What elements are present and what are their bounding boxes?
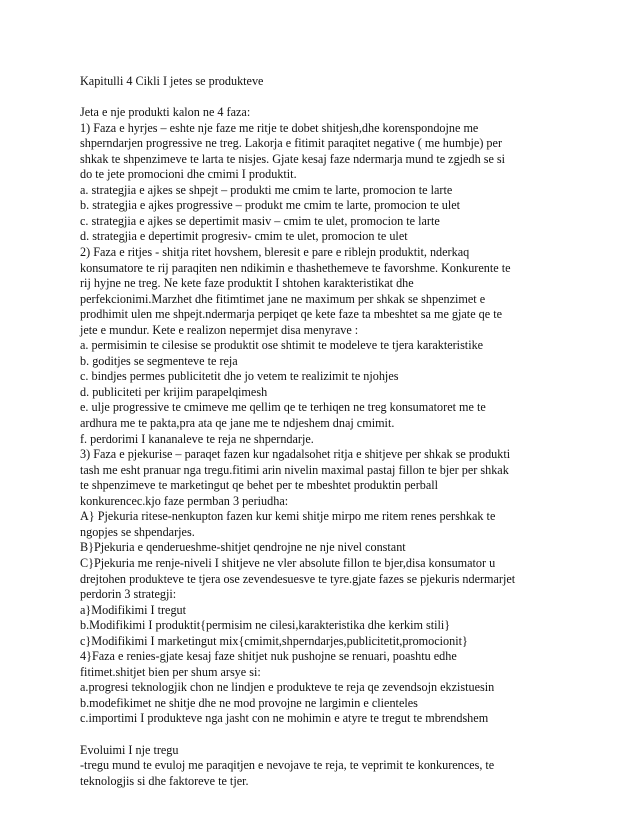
text-line: b. goditjes se segmenteve te reja: [80, 353, 238, 368]
text-line: te shpenzimeve te marketingut qe behet per te mbeshtet produktin perball: [80, 478, 439, 493]
text-line: konsumatore te rij paraqiten nen ndikimin e thashethemeve te favorshme. Konkurente te: [80, 260, 511, 275]
text-line: shkak te shpenzimeve te larta te nisjes. Gjate kesaj faze ndermarja mund te zgjedh se si: [80, 151, 506, 166]
text-line: A} Pjekuria ritese-nenkupton fazen kur kemi shitje mirpo me ritem renes pershkak te: [80, 509, 496, 524]
text-line: perfekcionimi.Marzhet dhe fitimtimet jane ne maximum per shkak se shpenzimet e: [80, 291, 486, 306]
text-line: a.progresi teknologjik chon ne lindjen e produkteve te reja qe zevendsojn ekzistuesin: [80, 680, 495, 695]
text-line: c. strategjia e ajkes se depertimit masiv – cmim te ulet, promocion te larte: [80, 213, 440, 228]
text-line: e. ulje progressive te cmimeve me qellim qe te terhiqen ne treg konsumatoret me te: [80, 400, 486, 415]
text-line: c. bindjes permes publicitetit dhe jo vetem te realizimit te njohjes: [80, 369, 399, 384]
text-line: do te jete promocioni dhe cmimi I produktit.: [80, 167, 297, 182]
text-line: prodhimit ulen me shpejt.ndermarja perpiqet qe kete faze ta mbeshtet sa me gjate qe te: [80, 307, 502, 322]
text-line: a. strategjia e ajkes se shpejt – produkti me cmim te larte, promocion te larte: [80, 182, 453, 197]
text-line: teknologjis si dhe faktoreve te tjer.: [80, 773, 249, 788]
section-heading: Evoluimi I nje tregu: [80, 742, 179, 757]
text-line: c}Modifikimi I marketingut mix{cmimit,shperndarjes,publicitetit,promocionit}: [80, 633, 468, 648]
text-line: f. perdorimi I kananaleve te reja ne shperndarje.: [80, 431, 314, 446]
text-line: ngopjes se shpendarjes.: [80, 524, 195, 539]
text-line: konkurencec.kjo faze permban 3 periudha:: [80, 493, 289, 508]
text-line: d. strategjia e depertimit progresiv- cmim te ulet, promocion te ulet: [80, 229, 408, 244]
text-line: a. permisimin te cilesise se produktit ose shtimit te modeleve te tjera karakteristike: [80, 338, 484, 353]
text-line: 3) Faza e pjekurise – paraqet fazen kur ngadalsohet ritja e shitjeve per shkak se produkti: [80, 447, 511, 462]
text-line: B}Pjekuria e qenderueshme-shitjet qendrojne ne nje nivel constant: [80, 540, 406, 555]
text-line: d. publiciteti per krijim parapelqimesh: [80, 384, 268, 399]
text-line: Jeta e nje produkti kalon ne 4 faza:: [80, 105, 251, 120]
text-line: ardhura me te pakta,pra ata qe jane me te ndjeshem dnaj cmimit.: [80, 416, 395, 431]
text-line: 1) Faza e hyrjes – eshte nje faze me ritje te dobet shitjesh,dhe korenspondojne me: [80, 120, 479, 135]
paragraph-gap: [80, 727, 566, 743]
document-title: Kapitulli 4 Cikli I jetes se produkteve: [80, 74, 264, 88]
text-line: 4}Faza e renies-gjate kesaj faze shitjet nuk pushojne se renuari, poashtu edhe: [80, 649, 457, 664]
text-line: C}Pjekuria me renje-niveli I shitjeve ne vler absolute fillon te bjer,disa konsumator u: [80, 555, 496, 570]
text-line: a}Modifikimi I tregut: [80, 602, 187, 617]
text-line: tash me esht pranuar nga tregu.fitimi arin nivelin maximal pastaj fillon te bjer per shkak: [80, 462, 509, 477]
text-line: shperndarjen progressive ne treg. Lakorja e fitimit paraqitet negative ( me humbje) per: [80, 136, 502, 151]
text-line: 2) Faza e ritjes - shitja ritet hovshem, bleresit e pare e riblejn produktit, nderkaq: [80, 245, 470, 260]
text-line: c.importimi I produkteve nga jasht con ne mohimin e atyre te tregut te mbrendshem: [80, 711, 489, 726]
text-line: perdorin 3 strategji:: [80, 587, 177, 602]
text-line: rij hyjne ne treg. Ne kete faze produktit I shtohen karakteristikat dhe: [80, 276, 414, 291]
text-line: b.Modifikimi I produktit{permisim ne cilesi,karakteristika dhe kerkim stili}: [80, 618, 451, 633]
text-line: b.modefikimet ne shitje dhe ne mod provojne ne largimin e clienteles: [80, 695, 418, 710]
paragraph-gap: [80, 90, 566, 106]
document-body: [80, 74, 566, 789]
chapter-text: [80, 105, 566, 727]
text-line: jete e mundur. Kete e realizon nepermjet disa menyrave :: [80, 322, 359, 337]
text-line: -tregu mund te evuloj me paraqitjen e nevojave te reja, te veprimit te konkurences, te: [80, 758, 495, 773]
text-line: b. strategjia e ajkes progressive – produkt me cmim te larte, promocion te ulet: [80, 198, 461, 213]
text-line: fitimet.shitjet bien per shum arsye si:: [80, 664, 261, 679]
text-line: drejtohen produkteve te tjera ose zevendesuesve te tyre.gjate fazes se pjekuris ndermarjet: [80, 571, 516, 586]
